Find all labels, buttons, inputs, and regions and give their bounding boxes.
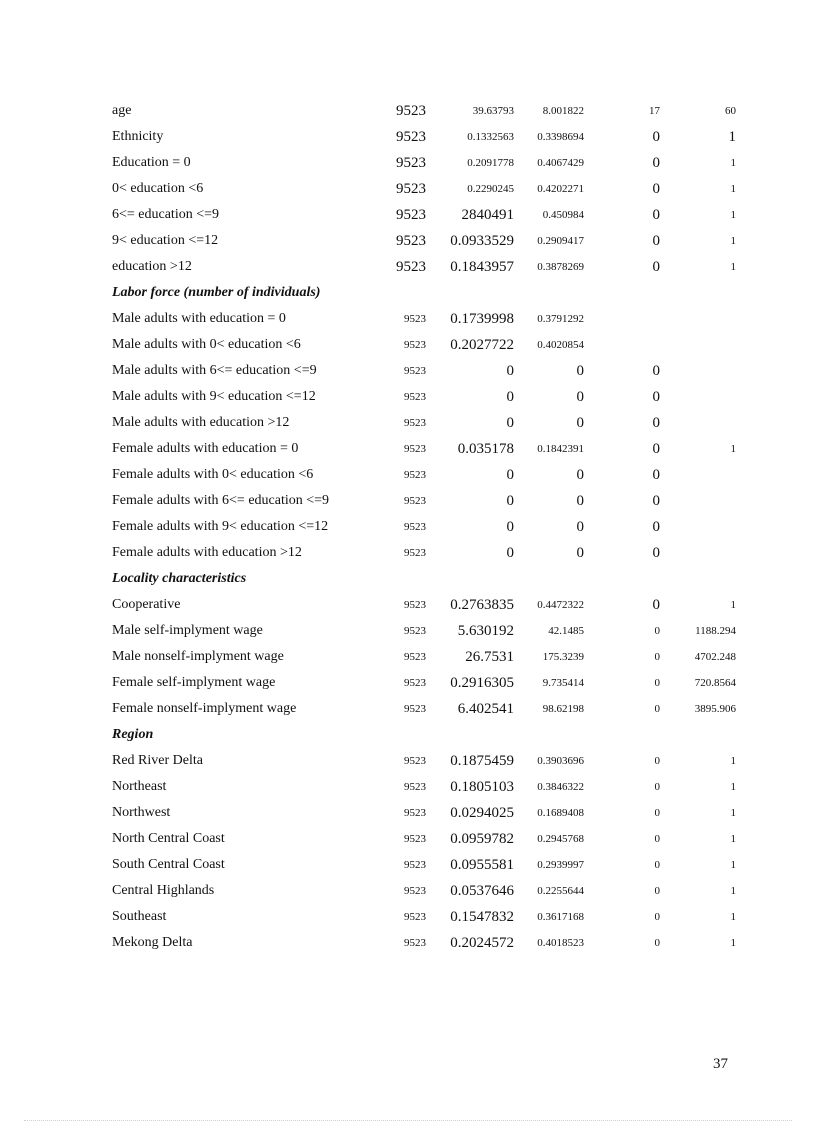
cell-min: 0 [654, 677, 660, 689]
cell-max: 1 [730, 157, 736, 169]
cell-mean: 0.1547832 [450, 909, 514, 925]
table-row [112, 670, 752, 696]
cell-min: 0 [652, 597, 660, 613]
cell-n: 9523 [404, 859, 426, 871]
page-bottom-divider [24, 1120, 792, 1121]
cell-min: 0 [654, 651, 660, 663]
cell-mean: 0.035178 [457, 441, 514, 457]
cell-sd: 0.4020854 [537, 339, 584, 351]
row-label: 0< education <6 [112, 181, 204, 196]
cell-min: 0 [654, 625, 660, 637]
cell-sd: 98.62198 [542, 703, 584, 715]
row-label: Female nonself-implyment wage [112, 701, 297, 716]
cell-sd: 0 [576, 493, 584, 509]
cell-n: 9523 [404, 547, 426, 559]
cell-n: 9523 [396, 207, 426, 223]
cell-sd: 0.1689408 [537, 807, 584, 819]
cell-mean: 0.0933529 [450, 233, 514, 249]
row-label: Male self-implyment wage [112, 623, 263, 638]
cell-n: 9523 [404, 365, 426, 377]
cell-min: 0 [652, 415, 660, 431]
cell-sd: 0.3398694 [537, 131, 584, 143]
table-row [112, 748, 752, 774]
row-label: Female adults with education >12 [112, 545, 302, 560]
section-heading: Labor force (number of individuals) [112, 285, 321, 300]
cell-min: 0 [652, 363, 660, 379]
cell-sd: 0.4018523 [537, 937, 584, 949]
cell-n: 9523 [396, 103, 426, 119]
section-heading: Region [112, 727, 154, 742]
cell-sd: 0.4067429 [537, 157, 584, 169]
cell-sd: 0.2255644 [537, 885, 584, 897]
cell-min: 0 [654, 781, 660, 793]
table-row [112, 826, 752, 852]
table-row [112, 228, 752, 254]
row-label: Female adults with education = 0 [112, 441, 299, 456]
cell-max: 1 [730, 781, 736, 793]
row-label: South Central Coast [112, 857, 225, 872]
cell-mean: 0.1332563 [467, 131, 514, 143]
cell-mean: 0 [506, 389, 514, 405]
cell-sd: 0.2909417 [537, 235, 584, 247]
cell-mean: 0.0959782 [450, 831, 514, 847]
cell-max: 1 [730, 209, 736, 221]
section-heading-row [112, 280, 752, 306]
cell-sd: 0.3791292 [537, 313, 584, 325]
table-row [112, 618, 752, 644]
cell-mean: 0.0537646 [450, 883, 514, 899]
cell-mean: 0 [506, 467, 514, 483]
cell-max: 1 [730, 833, 736, 845]
cell-mean: 0.2916305 [450, 675, 514, 691]
cell-sd: 8.001822 [542, 105, 584, 117]
table-row [112, 852, 752, 878]
table-row [112, 332, 752, 358]
table-row [112, 436, 752, 462]
cell-min: 0 [652, 259, 660, 275]
cell-n: 9523 [396, 233, 426, 249]
table-row [112, 384, 752, 410]
cell-min: 0 [652, 155, 660, 171]
section-heading: Locality characteristics [112, 571, 247, 586]
cell-min: 0 [654, 755, 660, 767]
cell-max: 1 [730, 443, 736, 455]
cell-sd: 0 [576, 389, 584, 405]
table-row [112, 644, 752, 670]
row-label: Female adults with 9< education <=12 [112, 519, 329, 534]
cell-sd: 42.1485 [548, 625, 584, 637]
cell-n: 9523 [404, 495, 426, 507]
row-label: Education = 0 [112, 155, 191, 170]
cell-n: 9523 [404, 703, 426, 715]
table-row [112, 124, 752, 150]
row-label: Male adults with education >12 [112, 415, 290, 430]
table-row [112, 254, 752, 280]
table-row [112, 98, 752, 124]
cell-min: 17 [649, 105, 660, 117]
row-label: Male adults with 6<= education <=9 [112, 363, 317, 378]
cell-n: 9523 [404, 781, 426, 793]
row-label: Male adults with education = 0 [112, 311, 286, 326]
cell-min: 0 [654, 859, 660, 871]
cell-sd: 175.3239 [542, 651, 584, 663]
cell-n: 9523 [404, 521, 426, 533]
cell-min: 0 [652, 519, 660, 535]
row-label: Male adults with 9< education <=12 [112, 389, 316, 404]
table-row [112, 150, 752, 176]
row-label: Male nonself-implyment wage [112, 649, 284, 664]
cell-n: 9523 [396, 129, 426, 145]
cell-sd: 0 [576, 545, 584, 561]
row-label: Cooperative [112, 597, 181, 612]
row-label: Northwest [112, 805, 171, 820]
cell-max: 1 [730, 599, 736, 611]
cell-max: 1 [730, 911, 736, 923]
cell-n: 9523 [404, 755, 426, 767]
cell-sd: 0.4202271 [537, 183, 584, 195]
cell-min: 0 [652, 389, 660, 405]
table-row [112, 514, 752, 540]
table-row [112, 930, 752, 956]
cell-mean: 0.2091778 [467, 157, 514, 169]
cell-max: 720.8564 [694, 677, 736, 689]
cell-min: 0 [654, 833, 660, 845]
row-label: Female self-implyment wage [112, 675, 276, 690]
cell-max: 60 [725, 105, 736, 117]
cell-n: 9523 [404, 937, 426, 949]
cell-max: 1 [730, 859, 736, 871]
cell-min: 0 [654, 807, 660, 819]
table-row [112, 904, 752, 930]
cell-n: 9523 [404, 651, 426, 663]
cell-sd: 0 [576, 467, 584, 483]
cell-n: 9523 [404, 443, 426, 455]
cell-max: 4702.248 [694, 651, 736, 663]
cell-sd: 0.3617168 [537, 911, 584, 923]
row-label: Male adults with 0< education <6 [112, 337, 301, 352]
cell-max: 1 [730, 755, 736, 767]
cell-n: 9523 [404, 625, 426, 637]
cell-mean: 0 [506, 519, 514, 535]
table-row [112, 800, 752, 826]
cell-sd: 0.3878269 [537, 261, 584, 273]
cell-n: 9523 [404, 599, 426, 611]
cell-mean: 2840491 [461, 207, 514, 223]
cell-sd: 0 [576, 363, 584, 379]
row-label: North Central Coast [112, 831, 225, 846]
cell-n: 9523 [404, 885, 426, 897]
row-label: Red River Delta [112, 753, 203, 768]
cell-mean: 0 [506, 415, 514, 431]
cell-mean: 0.1875459 [450, 753, 514, 769]
table-row [112, 306, 752, 332]
cell-n: 9523 [404, 391, 426, 403]
cell-max: 1 [730, 261, 736, 273]
row-label: Female adults with 0< education <6 [112, 467, 314, 482]
cell-sd: 9.735414 [542, 677, 584, 689]
cell-min: 0 [654, 911, 660, 923]
cell-mean: 0.2027722 [450, 337, 514, 353]
table-row [112, 176, 752, 202]
row-label: 9< education <=12 [112, 233, 219, 248]
table-row [112, 774, 752, 800]
cell-min: 0 [652, 493, 660, 509]
cell-mean: 0.2290245 [467, 183, 514, 195]
cell-max: 3895.906 [694, 703, 736, 715]
cell-mean: 0.1739998 [450, 311, 514, 327]
cell-n: 9523 [404, 469, 426, 481]
cell-mean: 0 [506, 363, 514, 379]
cell-mean: 0.0294025 [450, 805, 514, 821]
cell-n: 9523 [404, 417, 426, 429]
section-heading-row [112, 722, 752, 748]
cell-sd: 0.3846322 [537, 781, 584, 793]
cell-max: 1188.294 [695, 625, 736, 637]
cell-mean: 0.0955581 [450, 857, 514, 873]
cell-sd: 0.2939997 [537, 859, 584, 871]
cell-mean: 0.1805103 [450, 779, 514, 795]
cell-mean: 0.2024572 [450, 935, 514, 951]
cell-max: 1 [730, 937, 736, 949]
row-label: Female adults with 6<= education <=9 [112, 493, 330, 508]
cell-max: 1 [728, 129, 736, 145]
section-heading-row [112, 566, 752, 592]
cell-min: 0 [654, 885, 660, 897]
row-label: age [112, 103, 132, 118]
cell-n: 9523 [404, 677, 426, 689]
table-row [112, 878, 752, 904]
cell-max: 1 [730, 183, 736, 195]
cell-mean: 0 [506, 493, 514, 509]
cell-sd: 0.450984 [542, 209, 584, 221]
table-row [112, 696, 752, 722]
cell-n: 9523 [404, 833, 426, 845]
cell-min: 0 [652, 181, 660, 197]
cell-mean: 6.402541 [457, 701, 514, 717]
cell-max: 1 [730, 807, 736, 819]
cell-n: 9523 [396, 259, 426, 275]
cell-mean: 0.1843957 [450, 259, 514, 275]
cell-n: 9523 [404, 313, 426, 325]
cell-mean: 0 [506, 545, 514, 561]
row-label: Southeast [112, 909, 167, 924]
cell-sd: 0.1842391 [537, 443, 584, 455]
table-row [112, 358, 752, 384]
cell-sd: 0 [576, 519, 584, 535]
table-row [112, 410, 752, 436]
table-row [112, 202, 752, 228]
row-label: education >12 [112, 259, 192, 274]
cell-mean: 39.63793 [472, 105, 514, 117]
cell-n: 9523 [404, 911, 426, 923]
cell-n: 9523 [404, 339, 426, 351]
cell-sd: 0.2945768 [537, 833, 584, 845]
cell-max: 1 [730, 885, 736, 897]
cell-sd: 0.3903696 [537, 755, 584, 767]
row-label: Northeast [112, 779, 167, 794]
row-label: Ethnicity [112, 129, 164, 144]
cell-min: 0 [652, 545, 660, 561]
cell-min: 0 [652, 129, 660, 145]
table-row [112, 592, 752, 618]
table-row [112, 488, 752, 514]
row-label: Central Highlands [112, 883, 215, 898]
cell-max: 1 [730, 235, 736, 247]
cell-min: 0 [652, 467, 660, 483]
cell-min: 0 [654, 937, 660, 949]
table-row [112, 540, 752, 566]
cell-sd: 0.4472322 [537, 599, 584, 611]
cell-n: 9523 [396, 181, 426, 197]
cell-min: 0 [652, 441, 660, 457]
table-row [112, 462, 752, 488]
cell-mean: 5.630192 [457, 623, 514, 639]
cell-min: 0 [654, 703, 660, 715]
cell-min: 0 [652, 207, 660, 223]
page-number: 37 [713, 1056, 728, 1072]
cell-n: 9523 [396, 155, 426, 171]
cell-mean: 0.2763835 [450, 597, 514, 613]
cell-n: 9523 [404, 807, 426, 819]
cell-mean: 26.7531 [465, 649, 514, 665]
row-label: 6<= education <=9 [112, 207, 220, 222]
row-label: Mekong Delta [112, 935, 193, 950]
cell-min: 0 [652, 233, 660, 249]
cell-sd: 0 [576, 415, 584, 431]
